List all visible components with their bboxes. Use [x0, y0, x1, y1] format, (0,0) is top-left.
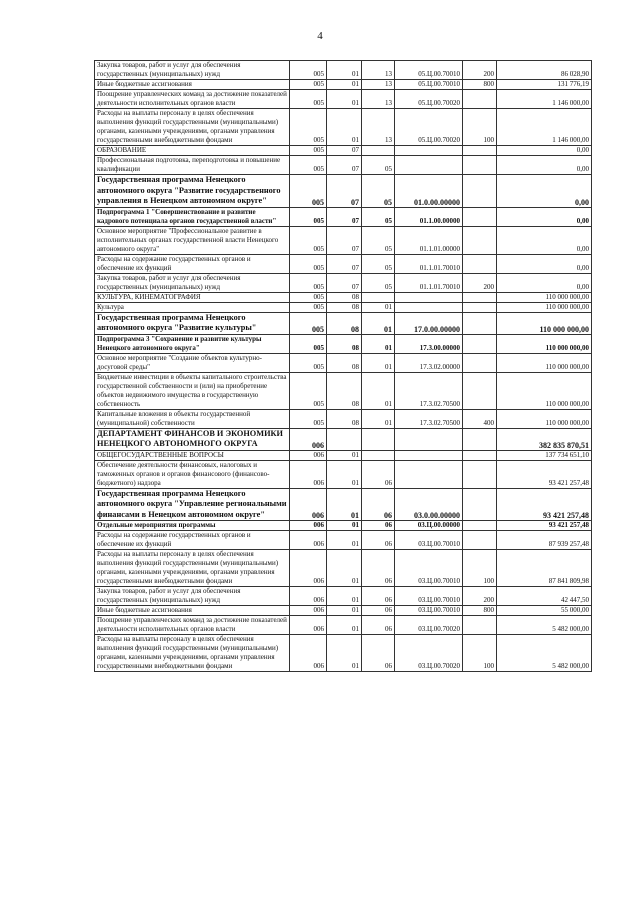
table-row: [95, 353, 592, 372]
row-name: Бюджетные инвестиции в объекты капитального строительства государственной собственности и (или) на приобретение объектов недвижимого имущества в государственную собственность: [95, 372, 290, 409]
dept-code: 005: [290, 273, 327, 292]
row-amount: 110 000 000,00: [497, 292, 592, 302]
row-name: Основное мероприятие "Профессиональное развитие в исполнительных органах государственной власти Ненецкого автономного округа": [95, 226, 290, 254]
section-code: 01: [327, 550, 362, 587]
dept-code: 005: [290, 372, 327, 409]
section-code: 08: [327, 292, 362, 302]
expense-type-code: [463, 334, 497, 353]
target-article-code: 01.0.00.00000: [395, 175, 463, 208]
section-code: 01: [327, 531, 362, 550]
row-name: ДЕПАРТАМЕНТ ФИНАНСОВ И ЭКОНОМИКИ НЕНЕЦКОГО АВТОНОМНОГО ОКРУГА: [95, 428, 290, 450]
expense-type-code: 400: [463, 409, 497, 428]
target-article-code: 05.Ц.00.70020: [395, 90, 463, 109]
row-amount: 382 835 870,51: [497, 428, 592, 450]
row-amount: 87 939 257,48: [497, 531, 592, 550]
subsection-code: 05: [362, 207, 395, 226]
row-amount: 110 000 000,00: [497, 409, 592, 428]
dept-code: 006: [290, 460, 327, 488]
table-row: [95, 156, 592, 175]
expense-type-code: [463, 488, 497, 521]
target-article-code: [395, 302, 463, 312]
section-code: 07: [327, 226, 362, 254]
table-row: [95, 587, 592, 606]
subsection-code: 01: [362, 302, 395, 312]
row-name: Подпрограмма 1 "Совершенствование и развитие кадрового потенциала органов государственной власти": [95, 207, 290, 226]
subsection-code: 06: [362, 616, 395, 635]
section-code: 08: [327, 353, 362, 372]
row-amount: 5 482 000,00: [497, 616, 592, 635]
expense-type-code: [463, 226, 497, 254]
expense-type-code: [463, 292, 497, 302]
subsection-code: 06: [362, 488, 395, 521]
dept-code: 006: [290, 521, 327, 531]
subsection-code: 01: [362, 372, 395, 409]
target-article-code: 03.Ц.00.70020: [395, 635, 463, 672]
table-row: [95, 606, 592, 616]
row-name: Капитальные вложения в объекты государственной (муниципальной) собственности: [95, 409, 290, 428]
dept-code: 006: [290, 616, 327, 635]
dept-code: 005: [290, 90, 327, 109]
row-amount: 93 421 257,48: [497, 488, 592, 521]
subsection-code: 06: [362, 635, 395, 672]
table-row: [95, 146, 592, 156]
row-amount: 110 000 000,00: [497, 302, 592, 312]
table-row: [95, 175, 592, 208]
row-name: Основное мероприятие "Создание объектов культурно-досуговой среды": [95, 353, 290, 372]
dept-code: 005: [290, 226, 327, 254]
target-article-code: 01.1.01.00000: [395, 226, 463, 254]
row-name: Государственная программа Ненецкого автономного округа "Развитие государственного управления в Ненецком автономном округе": [95, 175, 290, 208]
expense-type-code: [463, 616, 497, 635]
row-name: ОБРАЗОВАНИЕ: [95, 146, 290, 156]
page-number: 4: [317, 30, 323, 42]
row-amount: 93 421 257,48: [497, 460, 592, 488]
subsection-code: 13: [362, 90, 395, 109]
dept-code: 005: [290, 61, 327, 80]
section-code: 01: [327, 488, 362, 521]
expense-type-code: [463, 146, 497, 156]
expense-type-code: 800: [463, 606, 497, 616]
budget-table-body: [95, 61, 592, 672]
target-article-code: 17.0.00.00000: [395, 312, 463, 334]
dept-code: 005: [290, 80, 327, 90]
subsection-code: 13: [362, 109, 395, 146]
subsection-code: [362, 292, 395, 302]
table-row: [95, 450, 592, 460]
subsection-code: [362, 428, 395, 450]
expense-type-code: [463, 156, 497, 175]
row-name: Иные бюджетные ассигнования: [95, 80, 290, 90]
row-amount: 110 000 000,00: [497, 353, 592, 372]
subsection-code: [362, 450, 395, 460]
table-row: [95, 226, 592, 254]
table-row: [95, 312, 592, 334]
table-row: [95, 273, 592, 292]
row-name: Поощрение управленческих команд за достижение показателей деятельности исполнительных органов власти: [95, 90, 290, 109]
section-code: 01: [327, 90, 362, 109]
row-name: Государственная программа Ненецкого автономного округа "Развитие культуры": [95, 312, 290, 334]
table-row: [95, 531, 592, 550]
target-article-code: 05.Ц.00.70010: [395, 61, 463, 80]
row-amount: 110 000 000,00: [497, 372, 592, 409]
row-name: Расходы на содержание государственных органов и обеспечение их функций: [95, 254, 290, 273]
section-code: 07: [327, 207, 362, 226]
target-article-code: 01.1.01.70010: [395, 273, 463, 292]
dept-code: 005: [290, 254, 327, 273]
expense-type-code: [463, 254, 497, 273]
dept-code: 006: [290, 450, 327, 460]
target-article-code: 03.Ц.00.70010: [395, 606, 463, 616]
target-article-code: [395, 156, 463, 175]
dept-code: 005: [290, 207, 327, 226]
row-name: Расходы на выплаты персоналу в целях обеспечения выполнения функций государственными (муниципальными) органами, казенными учреждениями, органами управления государственными внебюджетными фондами: [95, 550, 290, 587]
target-article-code: [395, 460, 463, 488]
expense-type-code: 100: [463, 635, 497, 672]
row-name: Государственная программа Ненецкого автономного округа "Управление региональными финансами в Ненецком автономном округе": [95, 488, 290, 521]
target-article-code: 03.0.00.00000: [395, 488, 463, 521]
row-name: КУЛЬТУРА, КИНЕМАТОГРАФИЯ: [95, 292, 290, 302]
subsection-code: 05: [362, 226, 395, 254]
row-name: Обеспечение деятельности финансовых, налоговых и таможенных органов и органов финансового (финансово-бюджетного) надзора: [95, 460, 290, 488]
table-row: [95, 460, 592, 488]
subsection-code: 13: [362, 80, 395, 90]
row-amount: 0,00: [497, 175, 592, 208]
row-name: Иные бюджетные ассигнования: [95, 606, 290, 616]
section-code: 01: [327, 460, 362, 488]
expense-type-code: 100: [463, 550, 497, 587]
dept-code: 006: [290, 428, 327, 450]
expense-type-code: 200: [463, 61, 497, 80]
dept-code: 006: [290, 531, 327, 550]
target-article-code: 01.1.01.70010: [395, 254, 463, 273]
row-name: Расходы на содержание государственных органов и обеспечение их функций: [95, 531, 290, 550]
row-amount: 110 000 000,00: [497, 334, 592, 353]
target-article-code: [395, 450, 463, 460]
section-code: 01: [327, 635, 362, 672]
subsection-code: 05: [362, 273, 395, 292]
expense-type-code: [463, 312, 497, 334]
row-amount: 0,00: [497, 156, 592, 175]
row-amount: 0,00: [497, 146, 592, 156]
dept-code: 005: [290, 302, 327, 312]
subsection-code: 01: [362, 409, 395, 428]
table-row: [95, 428, 592, 450]
table-row: [95, 550, 592, 587]
subsection-code: 06: [362, 550, 395, 587]
row-amount: 55 000,00: [497, 606, 592, 616]
expense-type-code: [463, 531, 497, 550]
subsection-code: [362, 146, 395, 156]
section-code: 08: [327, 334, 362, 353]
table-row: [95, 334, 592, 353]
section-code: 01: [327, 109, 362, 146]
dept-code: 005: [290, 156, 327, 175]
subsection-code: 05: [362, 254, 395, 273]
row-amount: 86 028,90: [497, 61, 592, 80]
expense-type-code: [463, 450, 497, 460]
section-code: 01: [327, 80, 362, 90]
table-row: [95, 635, 592, 672]
subsection-code: 01: [362, 334, 395, 353]
section-code: 01: [327, 521, 362, 531]
subsection-code: 06: [362, 531, 395, 550]
target-article-code: 03.Ц.00.70010: [395, 587, 463, 606]
expense-type-code: [463, 90, 497, 109]
target-article-code: 05.Ц.00.70020: [395, 109, 463, 146]
section-code: 01: [327, 61, 362, 80]
section-code: 01: [327, 606, 362, 616]
row-name: Подпрограмма 3 "Сохранение и развитие культуры Ненецкого автономного округа": [95, 334, 290, 353]
table-row: [95, 488, 592, 521]
row-name: Отдельные мероприятия программы: [95, 521, 290, 531]
expense-type-code: 100: [463, 109, 497, 146]
section-code: 07: [327, 254, 362, 273]
row-amount: 0,00: [497, 254, 592, 273]
target-article-code: 17.3.00.00000: [395, 334, 463, 353]
row-amount: 0,00: [497, 226, 592, 254]
dept-code: 005: [290, 409, 327, 428]
target-article-code: 03.Ц.00.70010: [395, 550, 463, 587]
row-name: Расходы на выплаты персоналу в целях обеспечения выполнения функций государственными (муниципальными) органами, казенными учреждениями, органами управления государственными внебюджетными фондами: [95, 109, 290, 146]
dept-code: 006: [290, 488, 327, 521]
table-row: [95, 61, 592, 80]
row-name: Закупка товаров, работ и услуг для обеспечения государственных (муниципальных) нужд: [95, 61, 290, 80]
row-name: Профессиональная подготовка, переподготовка и повышение квалификации: [95, 156, 290, 175]
dept-code: 005: [290, 334, 327, 353]
expense-type-code: [463, 302, 497, 312]
expense-type-code: [463, 428, 497, 450]
row-name: Закупка товаров, работ и услуг для обеспечения государственных (муниципальных) нужд: [95, 587, 290, 606]
section-code: 07: [327, 146, 362, 156]
subsection-code: 01: [362, 353, 395, 372]
target-article-code: 17.3.02.70500: [395, 372, 463, 409]
expense-type-code: [463, 207, 497, 226]
row-amount: 0,00: [497, 207, 592, 226]
subsection-code: 01: [362, 312, 395, 334]
dept-code: 006: [290, 587, 327, 606]
section-code: 08: [327, 302, 362, 312]
target-article-code: 03.Ц.00.70020: [395, 616, 463, 635]
expense-type-code: [463, 521, 497, 531]
target-article-code: [395, 292, 463, 302]
row-amount: 0,00: [497, 273, 592, 292]
expense-type-code: [463, 175, 497, 208]
section-code: 07: [327, 273, 362, 292]
table-row: [95, 409, 592, 428]
table-row: [95, 109, 592, 146]
row-amount: 5 482 000,00: [497, 635, 592, 672]
dept-code: 006: [290, 606, 327, 616]
table-row: [95, 372, 592, 409]
budget-table: [94, 60, 592, 672]
row-name: Закупка товаров, работ и услуг для обеспечения государственных (муниципальных) нужд: [95, 273, 290, 292]
table-row: [95, 302, 592, 312]
target-article-code: 05.Ц.00.70010: [395, 80, 463, 90]
target-article-code: 03.Ц.00.70010: [395, 531, 463, 550]
expense-type-code: [463, 353, 497, 372]
section-code: 01: [327, 587, 362, 606]
expense-type-code: [463, 460, 497, 488]
section-code: 08: [327, 409, 362, 428]
dept-code: 005: [290, 175, 327, 208]
target-article-code: [395, 428, 463, 450]
section-code: 07: [327, 175, 362, 208]
dept-code: 005: [290, 312, 327, 334]
section-code: 08: [327, 372, 362, 409]
table-row: [95, 207, 592, 226]
target-article-code: 01.1.00.00000: [395, 207, 463, 226]
dept-code: 006: [290, 635, 327, 672]
row-amount: 42 447,50: [497, 587, 592, 606]
subsection-code: 05: [362, 156, 395, 175]
row-amount: 137 734 651,10: [497, 450, 592, 460]
expense-type-code: [463, 372, 497, 409]
row-amount: 131 776,19: [497, 80, 592, 90]
row-amount: 1 146 000,00: [497, 90, 592, 109]
row-amount: 1 146 000,00: [497, 109, 592, 146]
table-row: [95, 521, 592, 531]
dept-code: 005: [290, 146, 327, 156]
subsection-code: 06: [362, 606, 395, 616]
row-name: Поощрение управленческих команд за достижение показателей деятельности исполнительных органов власти: [95, 616, 290, 635]
expense-type-code: 800: [463, 80, 497, 90]
table-row: [95, 90, 592, 109]
dept-code: 005: [290, 353, 327, 372]
subsection-code: 06: [362, 521, 395, 531]
dept-code: 006: [290, 550, 327, 587]
row-name: Культура: [95, 302, 290, 312]
target-article-code: 03.Ц.00.00000: [395, 521, 463, 531]
dept-code: 005: [290, 292, 327, 302]
subsection-code: 05: [362, 175, 395, 208]
subsection-code: 06: [362, 460, 395, 488]
section-code: 07: [327, 156, 362, 175]
target-article-code: [395, 146, 463, 156]
row-amount: 93 421 257,48: [497, 521, 592, 531]
section-code: 01: [327, 450, 362, 460]
row-amount: 87 841 809,98: [497, 550, 592, 587]
table-row: [95, 292, 592, 302]
row-name: Расходы на выплаты персоналу в целях обеспечения выполнения функций государственными (муниципальными) органами, казенными учреждениями, органами управления государственными внебюджетными фондами: [95, 635, 290, 672]
row-amount: 110 000 000,00: [497, 312, 592, 334]
subsection-code: 06: [362, 587, 395, 606]
expense-type-code: 200: [463, 273, 497, 292]
target-article-code: 17.3.02.70500: [395, 409, 463, 428]
table-row: [95, 80, 592, 90]
section-code: [327, 428, 362, 450]
row-name: ОБЩЕГОСУДАРСТВЕННЫЕ ВОПРОСЫ: [95, 450, 290, 460]
table-row: [95, 254, 592, 273]
dept-code: 005: [290, 109, 327, 146]
target-article-code: 17.3.02.00000: [395, 353, 463, 372]
subsection-code: 13: [362, 61, 395, 80]
table-row: [95, 616, 592, 635]
section-code: 08: [327, 312, 362, 334]
section-code: 01: [327, 616, 362, 635]
expense-type-code: 200: [463, 587, 497, 606]
